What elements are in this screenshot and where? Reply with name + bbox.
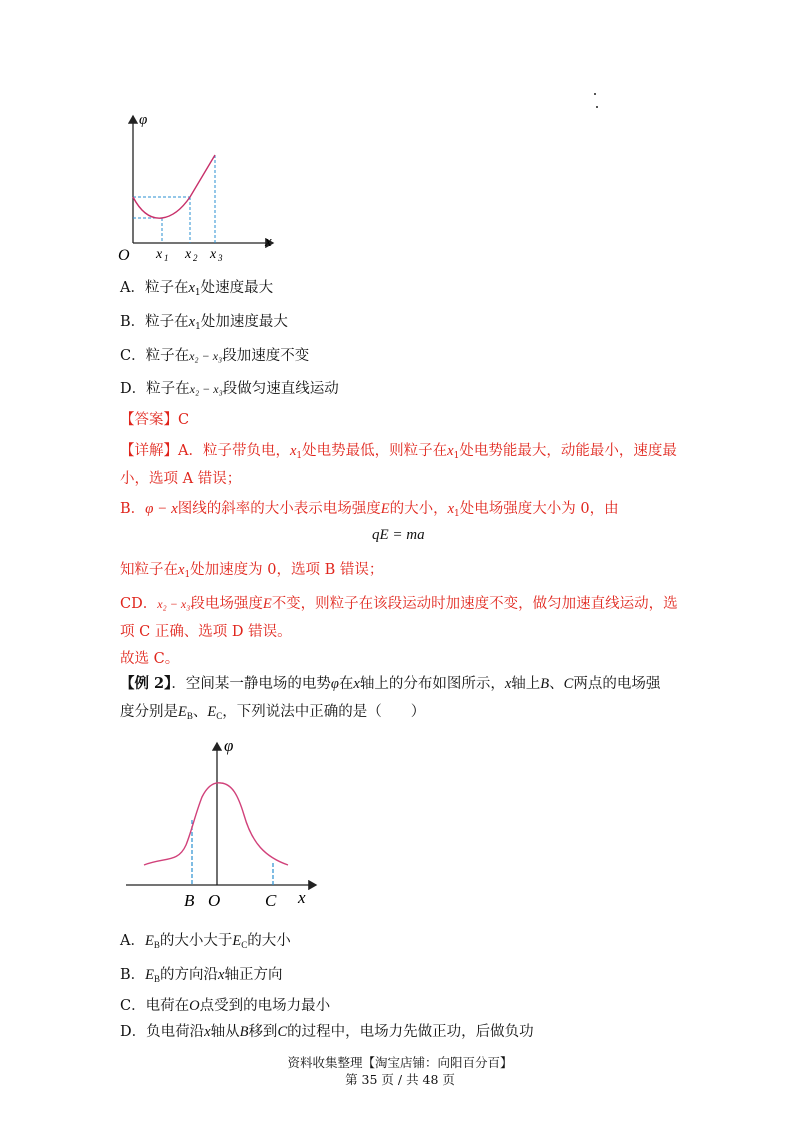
x-axis-label: x (298, 888, 306, 907)
tick-x3: x (210, 247, 217, 262)
option-c[interactable]: C．粒子在x₂ − x₃段加速度不变 (120, 348, 310, 364)
q2-option-d[interactable]: D．负电荷沿x轴从B移到C的过程中，电场力先做正功，后做负功 (120, 1024, 534, 1040)
speck (596, 106, 598, 108)
point-c-label: C (265, 891, 277, 910)
q2-option-c[interactable]: C．电荷在O点受到的电场力最小 (120, 998, 331, 1014)
option-a[interactable]: A．粒子在$x_1$处速度最大 (120, 280, 274, 298)
detail-line-4: 知粒子在$x_1$处加速度为 0，选项 B 错误； (120, 562, 384, 580)
origin-label: O (208, 891, 221, 910)
origin-label: O (118, 247, 130, 264)
detail-line-5: CD．x₂ − x₃段电场强度E不变，则粒子在该段运动时加速度不变，做匀加速直线运动，选 (120, 596, 678, 612)
detail-line-6: 项 C 正确、选项 D 错误。 (120, 624, 292, 640)
figure-2-graph (120, 735, 320, 915)
y-axis-label: φ (224, 736, 234, 755)
formula: qE = ma (372, 527, 425, 543)
tick-x3-sub: 3 (218, 253, 223, 263)
detail-line-1: 【详解】A．粒子带负电，$x_1$处电势最低，则粒子在$x_1$处电势能最大，动能最小，速度最 (120, 443, 677, 461)
detail-line-3: B．φ − x图线的斜率的大小表示电场强度E的大小，$x_1$处电场强度大小为 0，由 (120, 501, 619, 519)
q2-stem-line-2: 度分别是$E_B$、$E_C$，下列说法中正确的是（ ） (120, 704, 426, 721)
footer-source: 资料收集整理【淘宝店铺：向阳百分百】 (287, 1055, 513, 1070)
x-axis-label: x (265, 234, 272, 250)
tick-x1-sub: 1 (164, 253, 169, 263)
q2-option-a[interactable]: A．$E_B$的大小大于$E_C$的大小 (120, 933, 291, 950)
detail-line-7: 故选 C。 (120, 651, 180, 667)
speck (594, 93, 596, 95)
option-d[interactable]: D．粒子在x₂ − x₃段做匀速直线运动 (120, 381, 339, 397)
detail-line-2: 小，选项 A 错误； (120, 471, 242, 487)
tick-x2-sub: 2 (193, 253, 198, 263)
footer-page-number: 第 35 页 / 共 48 页 (345, 1072, 455, 1087)
q2-stem-line-1: 【例 2】．空间某一静电场的电势φ在x轴上的分布如图所示，x轴上B、C两点的电场强 (120, 675, 661, 692)
y-axis-label: φ (139, 112, 148, 128)
q2-option-b[interactable]: B．$E_B$的方向沿x轴正方向 (120, 967, 283, 984)
option-b[interactable]: B．粒子在$x_1$处加速度最大 (120, 314, 288, 332)
phi-curve (144, 783, 288, 865)
tick-x1: x (156, 247, 163, 262)
tick-x2: x (185, 247, 192, 262)
point-b-label: B (184, 891, 195, 910)
figure-1-graph (115, 110, 285, 265)
answer: 【答案】C (120, 412, 190, 428)
phi-curve (133, 155, 215, 218)
